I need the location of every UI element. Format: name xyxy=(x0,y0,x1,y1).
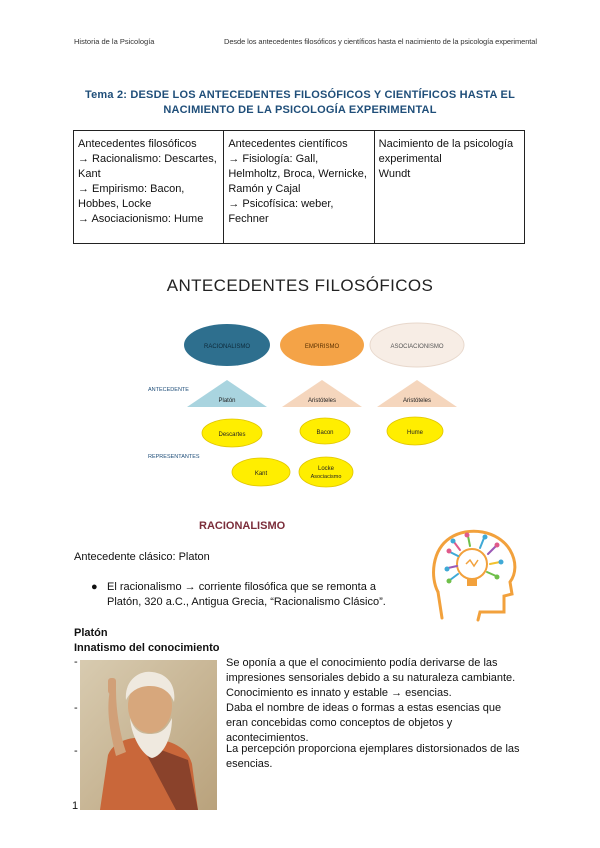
text-line: La percepción proporciona ejemplares distorsionados de las xyxy=(226,743,520,755)
representante-label: Bacon xyxy=(316,430,334,436)
plato-point-2 xyxy=(226,701,526,746)
brain-lightbulb-icon xyxy=(420,522,525,622)
text-line: Daba el nombre de ideas o formas a estas esencias que xyxy=(226,702,502,714)
cell-line: Kant xyxy=(78,168,101,180)
racionalismo-heading: RACIONALISMO xyxy=(199,520,286,532)
antecedente-label-2: Aristóteles xyxy=(307,398,337,404)
plato-point-3 xyxy=(226,742,526,772)
school-label-racionalismo: RACIONALISMO xyxy=(203,344,251,350)
dash-marker: - xyxy=(74,745,78,757)
running-header-right: Desde los antecedentes filosóficos y científicos hasta el nacimiento de la psicología experimental xyxy=(224,37,537,46)
text-line: esencias. xyxy=(226,758,273,770)
antecedente-label-3: Aristóteles xyxy=(402,398,432,404)
cell-line: Antecedentes filosóficos xyxy=(78,138,197,150)
antecedentes-table xyxy=(73,130,525,244)
table-cell-cientificos xyxy=(224,131,374,244)
representante-label: Descartes xyxy=(218,432,246,438)
antecedente-clasico: Antecedente clásico: Platon xyxy=(74,551,210,563)
antecedente-label-1: Platón xyxy=(218,398,236,404)
chapter-title-line-2: NACIMIENTO DE LA PSICOLOGÍA EXPERIMENTAL xyxy=(163,104,437,116)
representante-label: Kant xyxy=(254,471,268,477)
cell-line: → Psicofísica: weber, xyxy=(228,198,334,210)
dash-marker: - xyxy=(74,702,78,714)
section-heading: ANTECEDENTES FILOSÓFICOS xyxy=(166,276,434,295)
cell-line: Nacimiento de la psicología xyxy=(378,138,514,150)
bullet-icon: ● xyxy=(91,581,98,593)
representante-label: Locke xyxy=(317,466,335,472)
text-line: Conocimiento es innato y estable → esencias. xyxy=(226,687,452,699)
dash-marker: - xyxy=(74,656,78,668)
row-label-representantes: REPRESENTANTES xyxy=(148,454,200,460)
plato-portrait-image xyxy=(80,660,217,810)
plato-heading: Platón xyxy=(74,627,108,639)
cell-line: Wundt xyxy=(378,168,411,180)
cell-line: Hobbes, Locke xyxy=(78,198,152,210)
cell-line: Helmholtz, Broca, Wernicke, xyxy=(228,168,367,180)
chapter-title-line-1: Tema 2: DESDE LOS ANTECEDENTES FILOSÓFICOS Y CIENTÍFICOS HASTA EL xyxy=(84,89,516,101)
cell-line: Antecedentes científicos xyxy=(228,138,348,150)
school-label-asociacionismo: ASOCIACIONISMO xyxy=(390,344,444,350)
cell-line: Fechner xyxy=(228,213,269,225)
table-cell-nacimiento xyxy=(374,131,524,244)
representante-label: Asociacismo xyxy=(310,474,342,480)
text-line: impresiones sensoriales debido a su naturaleza cambiante. xyxy=(226,672,516,684)
text-line: Se oponía a que el conocimiento podía derivarse de las xyxy=(226,657,498,669)
text-line: acontecimientos. xyxy=(226,732,309,744)
row-label-antecedente: ANTECEDENTE xyxy=(148,387,189,393)
cell-line: → Racionalismo: Descartes, xyxy=(78,153,217,165)
schools-diagram xyxy=(140,318,470,493)
innatismo-heading: Innatismo del conocimiento xyxy=(74,642,220,654)
racionalismo-bullet-text xyxy=(107,580,407,610)
cell-line: experimental xyxy=(378,153,442,165)
representante-label: Hume xyxy=(406,430,424,436)
plato-point-1 xyxy=(226,656,526,701)
text-line: Platón, 320 a.C., Antigua Grecia, “Racionalismo Clásico”. xyxy=(107,596,386,608)
cell-line: → Asociacionismo: Hume xyxy=(78,213,204,225)
text-line: eran concebidas como conceptos de objetos y xyxy=(226,717,453,729)
text-line: El racionalismo → corriente filosófica que se remonta a xyxy=(107,581,377,593)
cell-line: → Fisiología: Gall, xyxy=(228,153,319,165)
cell-line: Ramón y Cajal xyxy=(228,183,301,195)
running-header-left: Historia de la Psicología xyxy=(74,37,155,46)
page-number: 1 xyxy=(72,800,79,812)
chapter-title xyxy=(74,88,526,118)
school-label-empirismo: EMPIRISMO xyxy=(304,344,340,350)
table-cell-filosoficos xyxy=(74,131,224,244)
cell-line: → Empirismo: Bacon, xyxy=(78,183,185,195)
representante-locke xyxy=(299,457,353,487)
